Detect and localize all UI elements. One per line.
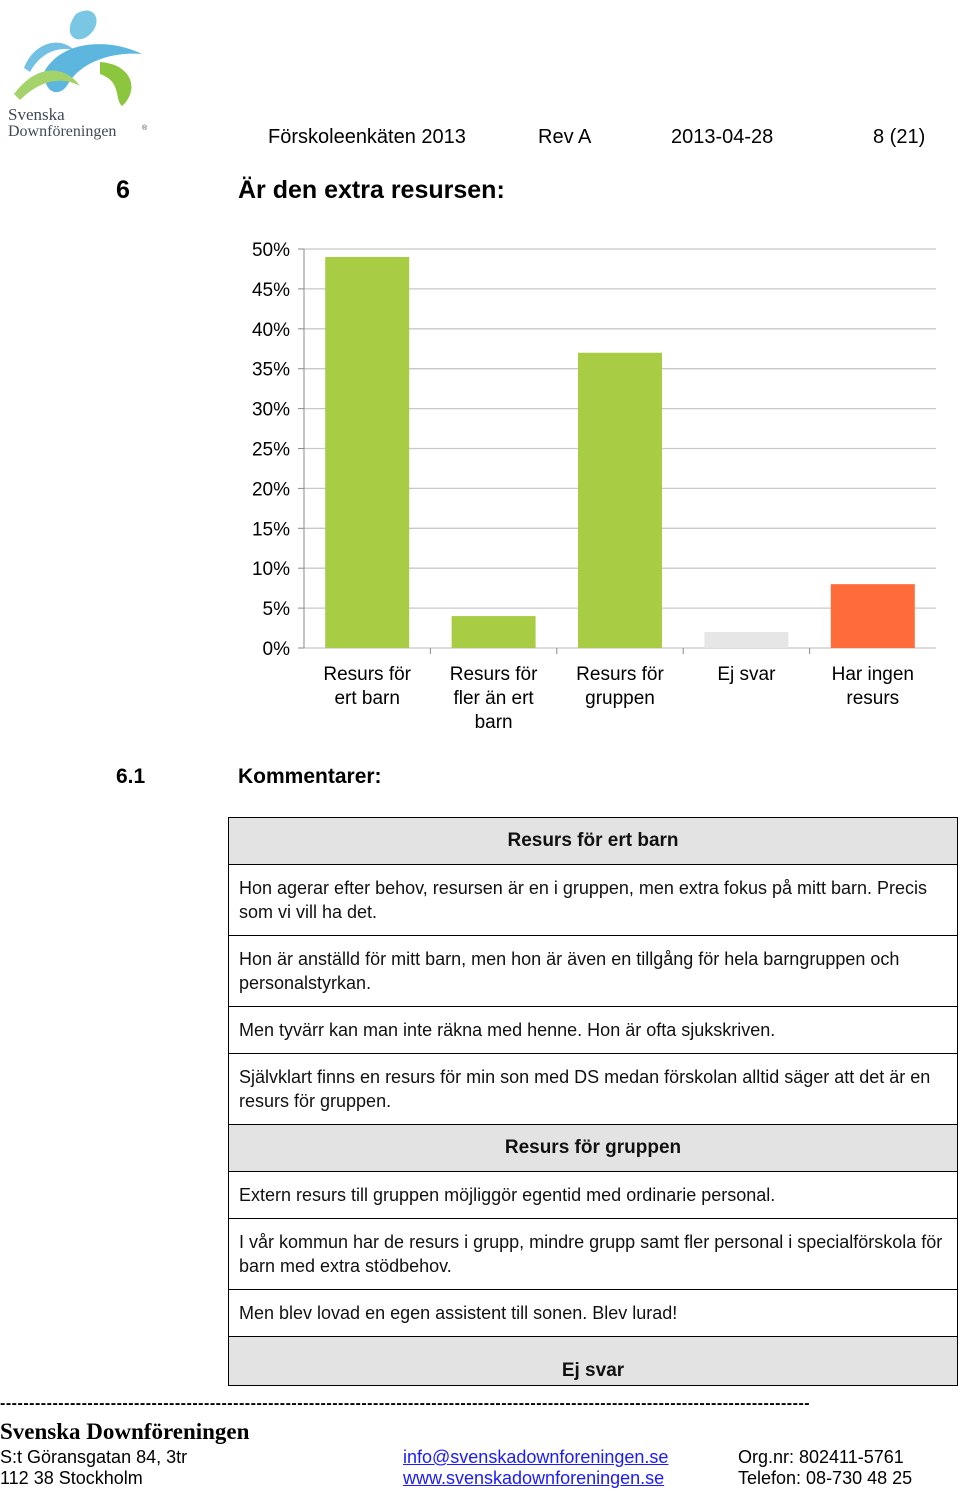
y-tick-label: 15% <box>251 519 290 541</box>
bar <box>704 632 788 648</box>
comment-text: Men tyvärr kan man inte räkna med henne. Hon är ofta sjukskriven. <box>229 1007 958 1054</box>
y-tick-label: 45% <box>251 279 290 301</box>
header-date: 2013-04-28 <box>671 126 774 148</box>
footer-address-street: S:t Göransgatan 84, 3tr <box>0 1447 188 1467</box>
x-tick-label: Ej svar <box>717 664 776 685</box>
x-tick-label: fler än ert <box>453 688 534 709</box>
comment-row <box>229 1007 958 1054</box>
comments-section-row <box>229 1125 958 1172</box>
comment-row <box>229 1172 958 1219</box>
footer-organization-name: Svenska Downföreningen <box>0 1419 250 1444</box>
bar <box>578 353 662 648</box>
comment-text: Hon är anställd för mitt barn, men hon är även en tillgång för hela barngruppen och personalstyrkan. <box>229 936 958 1007</box>
y-tick-label: 40% <box>251 319 290 341</box>
comments-section-row <box>229 1337 958 1386</box>
chart-y-axis <box>252 240 304 660</box>
footer-phone: Telefon: 08-730 48 25 <box>738 1468 913 1488</box>
x-tick-label: Resurs för <box>323 664 412 685</box>
bar-chart <box>0 230 960 750</box>
comment-text: I vår kommun har de resurs i grupp, mindre grupp samt fler personal i specialförskola för barn med extra stödbehov. <box>229 1219 958 1290</box>
logo-text-line2: Downföreningen <box>8 123 117 140</box>
y-tick-label: 0% <box>262 639 290 660</box>
header-title: Förskoleenkäten 2013 <box>268 126 466 148</box>
footer-address-city: 112 38 Stockholm <box>0 1468 143 1488</box>
comments-section-row <box>229 818 958 865</box>
logo-swoosh-green <box>100 62 131 106</box>
section-6-1-number: 6.1 <box>116 765 146 788</box>
comment-text: Självklart finns en resurs för min son med DS medan förskolan alltid säger att det är en resurs för gruppen. <box>229 1054 958 1125</box>
comment-row <box>229 1219 958 1290</box>
y-tick-label: 10% <box>251 559 290 581</box>
x-tick-label: barn <box>474 712 513 733</box>
footer-org-number: Org.nr: 802411-5761 <box>738 1447 904 1467</box>
y-tick-label: 5% <box>262 599 290 621</box>
x-tick-label: Resurs för <box>576 664 664 685</box>
comment-row <box>229 1290 958 1337</box>
x-tick-label: ert barn <box>334 688 400 709</box>
comment-row <box>229 936 958 1007</box>
bar <box>452 616 536 648</box>
header-page-number: 8 (21) <box>873 126 926 148</box>
comments-section-header: Ej svar <box>229 1337 958 1386</box>
y-tick-label: 25% <box>251 439 290 461</box>
header-revision: Rev A <box>538 126 592 148</box>
logo-text-line1: Svenska <box>8 105 65 124</box>
logo-figure-head <box>70 11 97 40</box>
logo-registered-mark: ® <box>142 125 148 132</box>
footer-email-link[interactable]: info@svenskadownforeningen.se <box>403 1447 669 1467</box>
svenska-downforeningen-logo <box>4 2 154 142</box>
x-tick-label: gruppen <box>585 688 655 709</box>
bar <box>325 257 409 648</box>
chart-x-axis <box>323 648 914 733</box>
footer-website-link[interactable]: www.svenskadownforeningen.se <box>403 1468 665 1488</box>
section-6-1-title: Kommentarer: <box>238 765 382 788</box>
bar <box>831 584 915 648</box>
x-tick-label: Har ingen <box>831 664 914 685</box>
comment-text: Extern resurs till gruppen möjliggör egentid med ordinarie personal. <box>229 1172 958 1219</box>
comment-text: Men blev lovad en egen assistent till sonen. Blev lurad! <box>229 1290 958 1337</box>
y-tick-label: 35% <box>251 359 290 381</box>
chart-bars <box>325 257 915 648</box>
comments-table <box>228 817 958 1386</box>
comment-row <box>229 865 958 936</box>
x-tick-label: Resurs för <box>449 664 538 685</box>
comments-section-header: Resurs för gruppen <box>229 1125 958 1172</box>
section-6-title: Är den extra resursen: <box>238 176 505 204</box>
comment-text: Hon agerar efter behov, resursen är en i gruppen, men extra fokus på mitt barn. Precis som vi vill ha det. <box>229 865 958 936</box>
section-6-number: 6 <box>116 176 130 204</box>
y-tick-label: 30% <box>251 399 290 421</box>
x-tick-label: resurs <box>846 688 900 709</box>
comments-section-header: Resurs för ert barn <box>229 818 958 865</box>
y-tick-label: 50% <box>251 240 290 261</box>
footer-divider: ------------------------------------------------------------------------------------------------------------------------------------------- <box>0 1395 811 1412</box>
y-tick-label: 20% <box>251 479 290 501</box>
comment-row <box>229 1054 958 1125</box>
